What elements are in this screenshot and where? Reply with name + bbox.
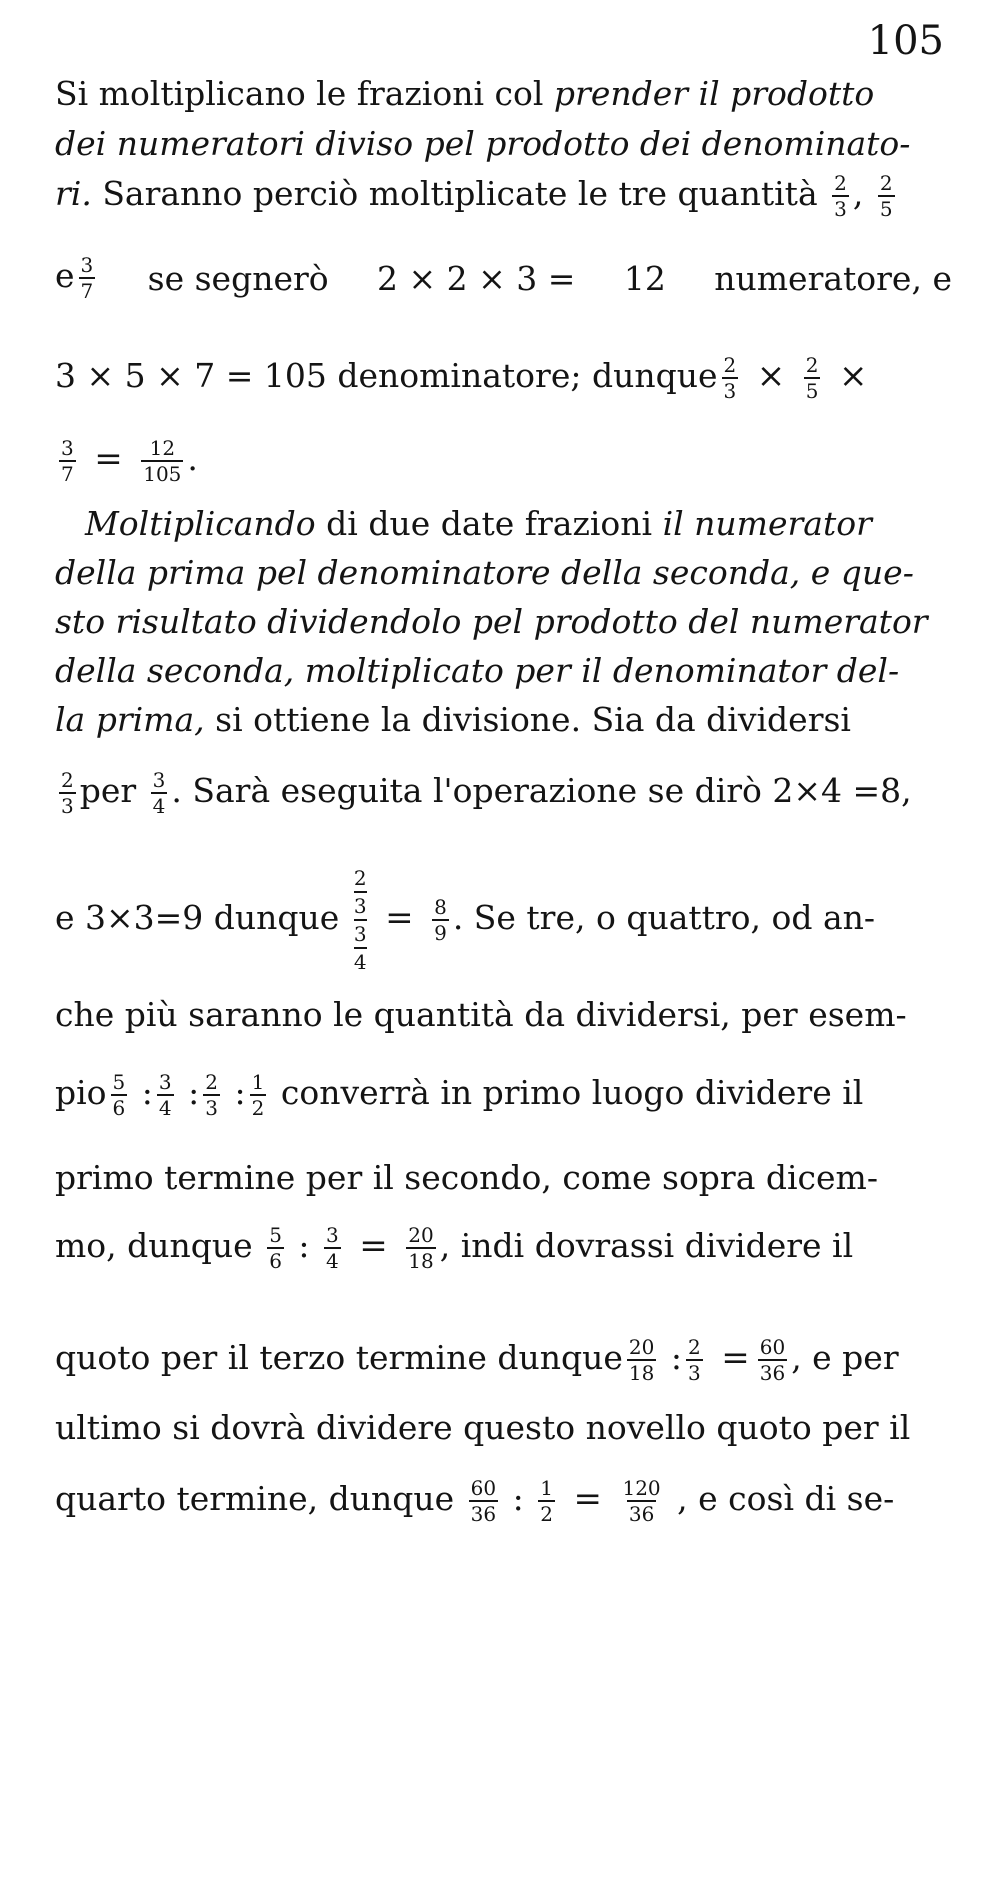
text-line-9: sto risultato dividendolo pel prodotto del numerator bbox=[55, 602, 928, 641]
fraction: $\frac{8}{9}$ bbox=[434, 895, 447, 945]
fraction: $\frac{3}{4}$ bbox=[152, 768, 166, 818]
text-line-19: ultimo si dovrà dividere questo novello quoto per il bbox=[55, 1408, 911, 1447]
fraction: $\frac{2}{3}$ bbox=[723, 353, 737, 403]
fraction: $\frac{5}{6}$ bbox=[269, 1223, 282, 1273]
text-line-13: e 3×3=9 dunque 2 3 3 4 = $\frac{8}{9}$ . Se tre, o quattro, od an- bbox=[55, 866, 876, 974]
fraction: $\frac{2}{3}$ bbox=[61, 768, 74, 818]
text-line-2: dei numeratori diviso pel prodotto dei denominato- bbox=[55, 124, 911, 163]
text-line-7: Moltiplicando di due date frazioni il numerator bbox=[85, 504, 872, 543]
text-line-14: che più saranno le quantità da dividersi, per esem- bbox=[55, 995, 907, 1034]
text-line-11: la prima, si ottiene la divisione. Sia da dividersi bbox=[55, 700, 851, 739]
fraction: $\frac{2}{5}$ bbox=[805, 353, 819, 403]
fraction: $\frac{2}{5}$ bbox=[879, 171, 893, 221]
fraction: $\frac{20}{18}$ bbox=[408, 1223, 434, 1273]
fraction: $\frac{60}{36}$ bbox=[470, 1476, 497, 1526]
text-line-17: mo, dunque $\frac{5}{6}$ : $\frac{3}{4}$ = $\frac{20}{18}$ , indi dovrassi dividere il bbox=[55, 1223, 854, 1273]
fraction: $\frac{3}{7}$ bbox=[80, 253, 94, 303]
fraction: $\frac{2}{3}$ bbox=[205, 1070, 218, 1120]
fraction: $\frac{1}{2}$ bbox=[540, 1476, 553, 1526]
fraction: $\frac{60}{36}$ bbox=[759, 1335, 786, 1385]
fraction: $\frac{2}{3}$ bbox=[688, 1335, 701, 1385]
text-line-5: 3 × 5 × 7 = 105 denominatore; dunque $\frac{2}{3}$ × $\frac{2}{5}$ × bbox=[55, 353, 868, 403]
fraction: $\frac{12}{105}$ bbox=[143, 436, 182, 486]
text-line-20: quarto termine, dunque $\frac{60}{36}$ : $\frac{1}{2}$ = $\frac{120}{36}$ , e così di se- bbox=[55, 1476, 895, 1526]
compound-fraction: 2 3 3 4 bbox=[353, 866, 367, 974]
fraction: $\frac{3}{7}$ bbox=[61, 436, 74, 486]
text-line-8: della prima pel denominatore della seconda, e que- bbox=[55, 553, 914, 592]
fraction: $\frac{5}{6}$ bbox=[112, 1070, 126, 1120]
text-line-18: quoto per il terzo termine dunque $\frac{20}{18}$ : $\frac{2}{3}$ = $\frac{60}{36}$ , e per bbox=[55, 1335, 899, 1385]
fraction: $\frac{1}{2}$ bbox=[251, 1070, 265, 1120]
text-line-4: e $\frac{3}{7}$ se segnerò 2 × 2 × 3 = 12 numeratore, e bbox=[55, 253, 952, 303]
text-line-1: Si moltiplicano le frazioni col prender il prodotto bbox=[55, 74, 875, 113]
page-number: 105 bbox=[867, 18, 944, 64]
fraction: $\frac{3}{4}$ bbox=[158, 1070, 172, 1120]
text-line-10: della seconda, moltiplicato per il denominator del- bbox=[55, 651, 900, 690]
fraction: $\frac{20}{18}$ bbox=[628, 1335, 655, 1385]
text-line-6: $\frac{3}{7}$ = $\frac{12}{105}$ . bbox=[61, 436, 198, 486]
text-line-12: $\frac{2}{3}$ per $\frac{3}{4}$ . Sarà eseguita l'operazione se dirò 2×4 =8, bbox=[61, 768, 912, 818]
text-line-15: pio $\frac{5}{6}$ : $\frac{3}{4}$ : $\frac{2}{3}$ : $\frac{1}{2}$ converrà in primo luogo dividere il bbox=[55, 1070, 864, 1120]
text-line-16: primo termine per il secondo, come sopra dicem- bbox=[55, 1158, 879, 1197]
text-line-3: ri. Saranno perciò moltiplicate le tre quantità $\frac{2}{3}$ , $\frac{2}{5}$ bbox=[55, 171, 893, 221]
fraction: $\frac{2}{3}$ bbox=[834, 171, 847, 221]
fraction: $\frac{3}{4}$ bbox=[326, 1223, 339, 1273]
fraction: $\frac{120}{36}$ bbox=[622, 1476, 661, 1526]
